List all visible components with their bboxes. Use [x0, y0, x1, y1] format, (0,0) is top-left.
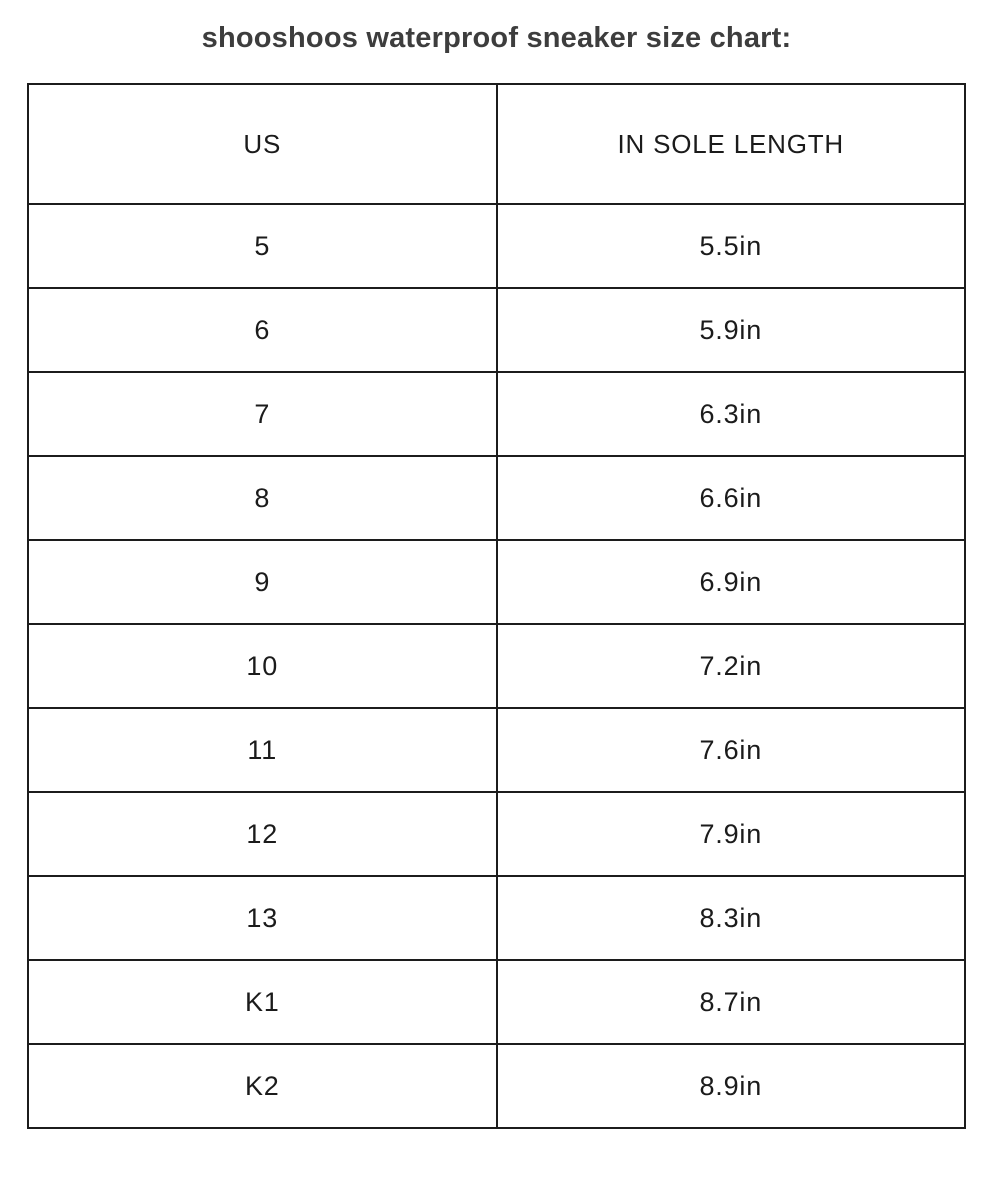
sole-length-cell: 7.6in [497, 708, 966, 792]
us-size-cell: 12 [28, 792, 497, 876]
us-size-cell: K1 [28, 960, 497, 1044]
table-row [28, 288, 965, 372]
table-row [28, 456, 965, 540]
column-header-sole-length: IN SOLE LENGTH [497, 84, 966, 204]
table-row [28, 960, 965, 1044]
us-size-cell: 9 [28, 540, 497, 624]
table-row [28, 792, 965, 876]
us-size-cell: 5 [28, 204, 497, 288]
table-row [28, 624, 965, 708]
table-row [28, 708, 965, 792]
size-chart-table [27, 83, 966, 1129]
sole-length-cell: 5.9in [497, 288, 966, 372]
table-row [28, 876, 965, 960]
table-row [28, 372, 965, 456]
us-size-cell: 6 [28, 288, 497, 372]
us-size-cell: 7 [28, 372, 497, 456]
sole-length-cell: 8.3in [497, 876, 966, 960]
sole-length-cell: 7.9in [497, 792, 966, 876]
table-row [28, 1044, 965, 1128]
table-row [28, 540, 965, 624]
sole-length-cell: 5.5in [497, 204, 966, 288]
us-size-cell: 13 [28, 876, 497, 960]
page-title: shooshoos waterproof sneaker size chart: [201, 22, 792, 54]
sole-length-cell: 6.9in [497, 540, 966, 624]
header-row [28, 84, 965, 204]
column-header-us: US [28, 84, 497, 204]
table-row [28, 204, 965, 288]
us-size-cell: 11 [28, 708, 497, 792]
sole-length-cell: 8.7in [497, 960, 966, 1044]
sole-length-cell: 7.2in [497, 624, 966, 708]
sole-length-cell: 6.6in [497, 456, 966, 540]
us-size-cell: 8 [28, 456, 497, 540]
sole-length-cell: 6.3in [497, 372, 966, 456]
sole-length-cell: 8.9in [497, 1044, 966, 1128]
us-size-cell: K2 [28, 1044, 497, 1128]
size-chart-body [28, 204, 965, 1128]
size-chart-header [28, 84, 965, 204]
us-size-cell: 10 [28, 624, 497, 708]
